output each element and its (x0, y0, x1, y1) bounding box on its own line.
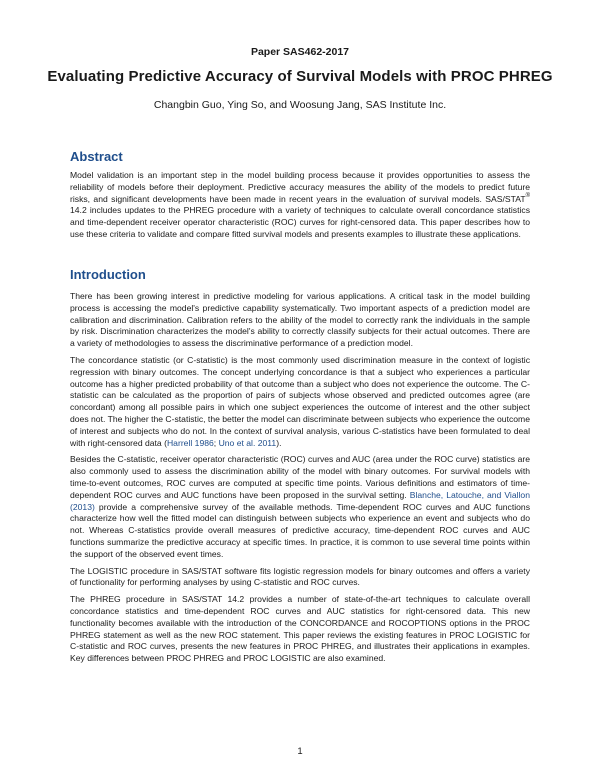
abstract-text: Model validation is an important step in the model building process because it provides opportunities to assess the reliability of models before their deployment. Predictive accuracy measures the ability of the models to predict future risks, and significant developments have been made in recent years in the evaluation of survival models. SAS/STAT® 14.2 includes updates to the PHREG procedure with a variety of techniques to calculate overall concordance statistics and time-dependent receiver operator characteristic (ROC) curves for right-censored data. This paper describes how to use these criteria to validate and compare fitted survival models and presents examples to illustrate these applications. (70, 170, 530, 239)
authors: Changbin Guo, Ying So, and Woosung Jang, SAS Institute Inc. (153, 99, 447, 111)
intro-paragraph-1: There has been growing interest in predictive modeling for various applications. A critical task in the model building process is accessing the model's predictive capability systematically. Two important aspects of a prediction model are calibration and discrimination. Calibration refers to the ability of the model to correctly rank the individuals in the sample by risk. Discrimination characterizes the model's ability to correctly classify subjects for their actual outcomes. There are a variety of methodologies to assess the discriminative performance of a prediction model. (70, 291, 530, 349)
paper-title: Evaluating Predictive Accuracy of Survival Models with PROC PHREG (47, 68, 553, 85)
citation-uno[interactable]: Uno et al. 2011 (218, 437, 277, 448)
intro-paragraph-2: The concordance statistic (or C-statistic) is the most commonly used discrimination measure in the context of logistic regression with binary outcomes. The concept underlying concordance is that a subject who experiences a particular outcome has a higher predicted probability of that outcome than a subject who does not experience the outcome. The C-statistic can be calculated as the proportion of pairs of subjects whose observed and predicted outcomes agree (are concordant) among all possible pairs in which one subject experiences the outcome of interest and the other subject does not. The higher the C-statistic, the better the model can discriminate between subjects who experience the outcome of interest and subjects who do not. In the context of survival analysis, various C-statistics have been formulated to deal with right-censored data (Harrell 1986; Uno et al. 2011). (70, 354, 530, 448)
introduction-heading: Introduction (70, 267, 146, 282)
intro-paragraph-4: The LOGISTIC procedure in SAS/STAT software fits logistic regression models for binary outcomes and offers a variety of functionality for performing analyses by using C-statistic and ROC curves. (70, 565, 530, 588)
abstract-section (70, 149, 530, 241)
citation-blanche[interactable]: Blanche, Latouche, and Viallon (2013) (70, 489, 530, 512)
paper-id: Paper SAS462-2017 (250, 46, 350, 58)
intro-paragraph-3: Besides the C-statistic, receiver operator characteristic (ROC) curves and AUC (area under the ROC curve) statistics are also commonly used to assess the discrimination ability of the model with binary outcomes. For survival models with time-to-event outcomes, ROC curves are computed at specific time points. Various definitions and estimators of time-dependent ROC curves and AUC functions have been proposed in the survival setting. Blanche, Latouche, and Viallon (2013) provide a comprehensive survey of the available methods. Time-dependent ROC curves and AUC functions characterize how well the fitted model can distinguish between subjects who experience an event and subjects who do not. Whereas C-statistics provide overall measures of predictive accuracy, time-dependent ROC curves and AUC functions summarize the predictive accuracy at specific times. In practice, it is common to use several time points within the support of the observed event times. (70, 454, 530, 559)
citation-harrell[interactable]: Harrell 1986 (166, 437, 214, 448)
abstract-heading: Abstract (70, 149, 123, 164)
intro-paragraph-5: The PHREG procedure in SAS/STAT 14.2 provides a number of state-of-the-art techniques to calculate overall concordance statistics and time-dependent ROC curves and AUC statistics for right-censored data. This new functionality becomes available with the introduction of the CONCORDANCE and ROCOPTIONS options in the PROC PHREG statement as well as the new ROC statement. This paper reviews the existing features in PROC LOGISTIC for C-statistic and ROC curves, presents the new features in PROC PHREG, and illustrates their applications in examples. Key differences between PROC PHREG and PROC LOGISTIC are also examined. (70, 594, 530, 664)
page-number: 1 (297, 746, 303, 757)
introduction-section (70, 267, 530, 665)
registered-mark: ® (525, 192, 530, 199)
